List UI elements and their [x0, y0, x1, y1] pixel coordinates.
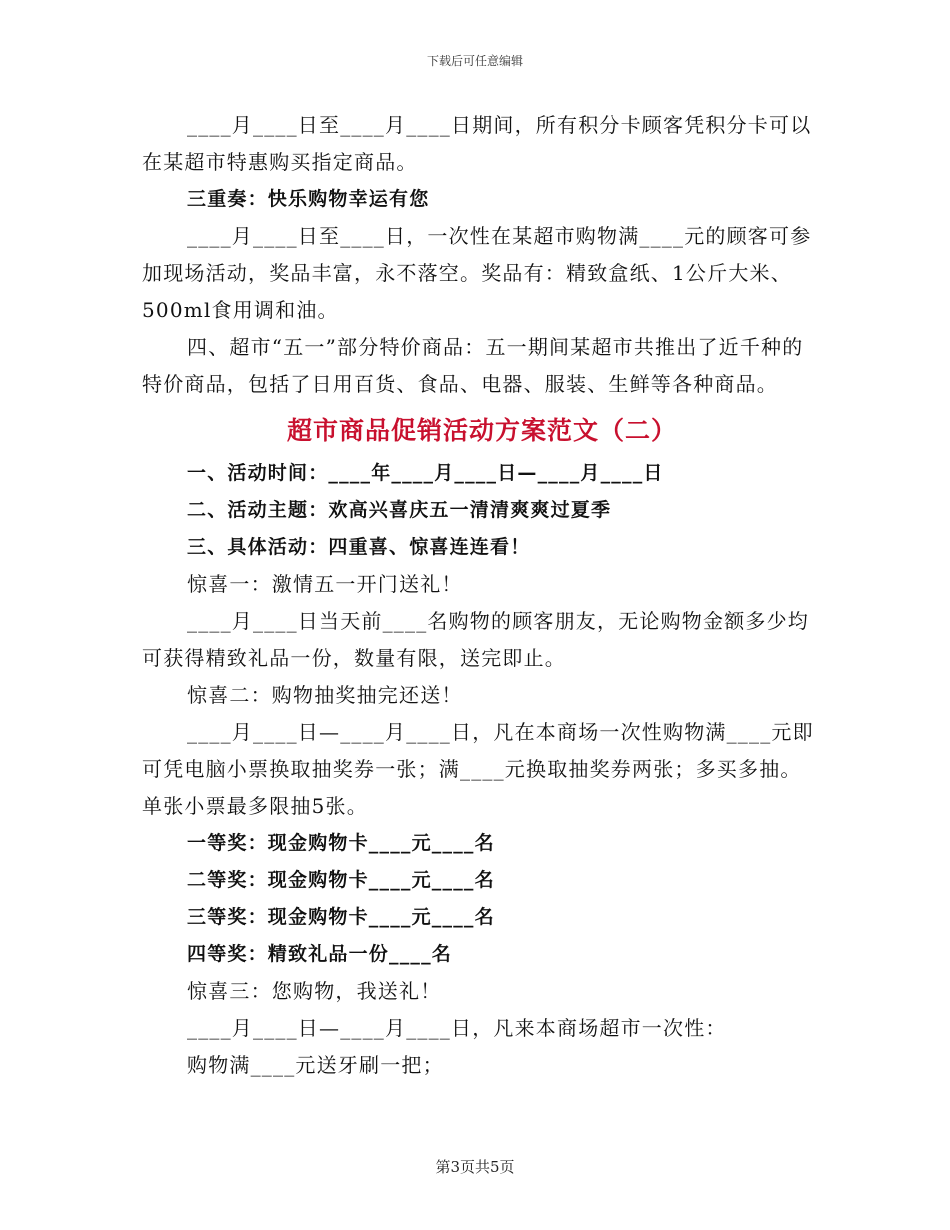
paragraph-special-items: 四、超市“五一”部分特价商品：五一期间某超市共推出了近千种的特价商品，包括了日用百货、食品、电器、服装、生鲜等各种商品。: [142, 335, 804, 396]
heading-third-event: 三重奏：快乐购物幸运有您: [187, 188, 430, 210]
prize-first: 一等奖：现金购物卡____元____名: [187, 832, 495, 854]
prize-fourth: 四等奖：精致礼品一份____名: [187, 943, 453, 965]
section-title: 超市商品促销活动方案范文（二）: [286, 416, 677, 445]
surprise-two-body: ____月____日—____月____日，凡在本商场一次性购物满____元即可凭电脑小票换取抽奖券一张；满____元换取抽奖券两张；多买多抽。单张小票最多限抽5张。: [142, 720, 814, 818]
heading-specific-activities: 三、具体活动：四重喜、惊喜连连看！: [187, 536, 531, 558]
heading-activity-time: 一、活动时间：____年____月____日—____月____日: [187, 462, 664, 484]
surprise-one-body: ____月____日当天前____名购物的顾客朋友，无论购物金额多少均可获得精致礼品一份，数量有限，送完即止。: [142, 609, 809, 670]
surprise-three-body: ____月____日—____月____日，凡来本商场超市一次性：: [187, 1016, 727, 1040]
paragraph-onsite-activity: ____月____日至____日，一次性在某超市购物满____元的顾客可参加现场活动，奖品丰富，永不落空。奖品有：精致盒纸、1公斤大米、500ml食用调和油。: [142, 224, 812, 322]
surprise-one-title: 惊喜一：激情五一开门送礼！: [187, 572, 463, 596]
page-header: 下载后可任意编辑: [426, 54, 523, 68]
gift-toothbrush: 购物满____元送牙刷一把；: [187, 1053, 444, 1077]
page-footer: 第3页共5页: [435, 1158, 515, 1176]
paragraph-points-period: ____月____日至____月____日期间，所有积分卡顾客凭积分卡可以在某超市特惠购买指定商品。: [142, 113, 812, 174]
surprise-two-title: 惊喜二：购物抽奖抽完还送！: [187, 683, 463, 707]
document-body: [142, 107, 822, 1084]
prize-third: 三等奖：现金购物卡____元____名: [187, 906, 495, 928]
prize-second: 二等奖：现金购物卡____元____名: [187, 869, 495, 891]
surprise-three-title: 惊喜三：您购物，我送礼！: [187, 979, 442, 1003]
heading-activity-theme: 二、活动主题：欢高兴喜庆五一清清爽爽过夏季: [187, 499, 612, 521]
